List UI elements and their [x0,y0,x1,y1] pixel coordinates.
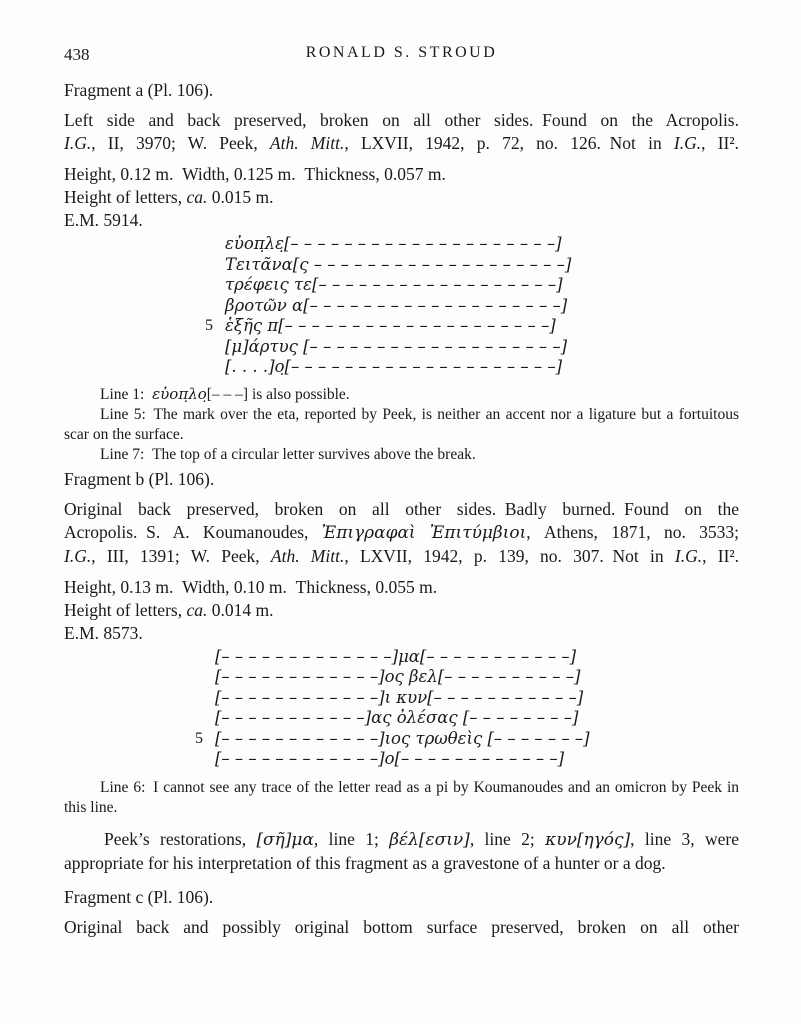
line-number: 5 [205,317,213,334]
inscription-fragment-b [181,647,739,770]
text-segment: , line 3, were appropriate for his interpretation of this fragment as a gravestone of a hunter or a dog. [64,828,739,873]
inventory-number: E.M. 5914. [64,210,143,230]
italic-citation: I.G. [64,545,92,566]
fragment-b-description [64,498,739,568]
letter-height-line [64,599,739,622]
text-segment: , II². [701,133,740,153]
inscription-line [191,316,739,337]
text-segment: , LXVII, 1942, p. 72, no. 126. Not in [344,133,674,153]
inscription-line [181,647,739,668]
text-segment: Original back and possibly original bottom surface preserved, broken on all other [64,916,739,937]
line-number [181,667,215,688]
inscription-line [191,296,739,317]
greek-restoration: βέλ[εσιν] [389,829,470,850]
fragment-a-heading: Fragment a (Pl. 106). [64,80,214,100]
note-line-7: Line 7: The top of a circular letter survives above the break. [100,445,476,463]
text-segment: , III, 1391; W. Peek, [91,545,271,566]
note-line-1 [64,384,739,405]
inscription-line [191,275,739,296]
inscription-text: [– – – – – – – – – – – –]ι κυν[– – – – – – – – – – –] [215,687,584,707]
italic-citation: I.G. [64,133,92,153]
inscription-text: βροτῶν α[– – – – – – – – – – – – – – – – – – –] [225,295,568,315]
inscription-text: ἑξῆς π[– – – – – – – – – – – – – – – – – – – –] [225,316,556,335]
line-number [181,647,215,668]
inscription-text: [– – – – – – – – – – – –]ο[– – – – – – – – – – – –] [215,749,565,768]
italic-citation: Ath. Mitt. [269,133,345,153]
text-segment: [– – –] is also possible. [206,385,350,403]
text-segment: , Athens, 1871, no. 3533; [526,521,739,542]
greek-reading: εὐοπ̣λο̣ [152,384,207,403]
fragment-b-measurements [64,576,739,645]
inscription-line [191,337,739,358]
dimensions-line: Height, 0.13 m. Width, 0.10 m. Thickness, 0.055 m. [64,576,438,597]
text-segment: , LXVII, 1942, p. 139, no. 307. Not in [344,545,675,566]
inscription-line [181,749,739,770]
inscription-line [191,357,739,378]
italic-abbreviation: ca. [186,599,208,620]
restorations-paragraph [64,828,739,875]
italic-citation: I.G. [673,133,702,153]
letter-height-line [64,186,739,209]
line-number [181,688,215,709]
line-number [181,749,215,770]
greek-title: Ἐπιγραφαὶ Ἐπιτύμβιοι [321,522,527,543]
note-line-5: Line 5: The mark over the eta, reported by Peek, is neither an accent nor a ligature but a fortuitous scar on the surface. [64,405,739,443]
fragment-b-heading: Fragment b (Pl. 106). [64,468,215,489]
text-segment: Left side and back preserved, broken on all other sides. Found on the Acropolis. [64,110,739,130]
page-number: 438 [64,45,90,64]
text-segment: Line 1: [100,385,153,403]
italic-citation: Ath. Mitt. [270,545,345,566]
italic-abbreviation: ca. [186,187,208,207]
page-header [64,44,739,68]
line-number [191,234,225,255]
inscription-line [181,667,739,688]
running-head: RONALD S. STROUD [305,44,498,61]
line-number [191,337,225,358]
text-segment: Original back preserved, broken on all other sides. Badly burned. Found on the [64,498,739,519]
text-segment: , line 1; [313,828,390,849]
text-segment: 0.014 m. [207,599,274,620]
line-number: 5 [195,729,203,747]
inscription-text: [. . . .]ο̣[– – – – – – – – – – – – – – – – – – – –] [225,357,563,376]
inscription-text: [– – – – – – – – – – –]ας ὀλέσας [– – – – – – – –] [215,708,579,727]
inscription-line [191,255,739,276]
inscription-line [181,729,739,750]
inscription-line [191,234,739,255]
inscription-text: τρέφεις τε[– – – – – – – – – – – – – – – – – –] [225,275,563,294]
text-segment: , line 2; [469,828,546,849]
fragment-a-measurements [64,163,739,232]
text-segment: , II². [702,545,740,566]
note-line-6: Line 6: I cannot see any trace of the letter read as a pi by Koumanoudes and an omicron by Peek in this line. [64,778,739,816]
text-segment: Peek’s restorations, [104,828,257,849]
inscription-text: εὐοπ̣λε̣[– – – – – – – – – – – – – – – – – – – –] [225,234,562,253]
inscription-text: [– – – – – – – – – – – –]ιος τρωθεὶς [– – – – – – –] [215,728,590,748]
italic-citation: I.G. [674,545,703,566]
fragment-c-description [64,916,739,939]
fragment-a-description [64,109,739,155]
dimensions-line: Height, 0.12 m. Width, 0.125 m. Thickness, 0.057 m. [64,164,446,184]
inscription-text: [μ]άρτυς [– – – – – – – – – – – – – – – – – – –] [225,336,568,356]
text-segment: 0.015 m. [207,187,274,207]
inscription-text: [– – – – – – – – – – – – –]μα[– – – – – – – – – – –] [215,646,577,666]
line-number [191,296,225,317]
greek-restoration: [σῆ]μα [256,829,314,850]
inscription-line [181,688,739,709]
inscription-fragment-a [191,234,739,378]
fragment-c-heading: Fragment c (Pl. 106). [64,886,214,907]
text-segment: Height of letters, [64,599,187,620]
text-segment: Height of letters, [64,187,187,207]
line-number [191,275,225,296]
inscription-text: Τειτᾶνα[ς – – – – – – – – – – – – – – – – – – –] [225,254,572,274]
text-segment: , II, 3970; W. Peek, [91,133,270,153]
fragment-a-notes [64,384,739,465]
text-segment: Acropolis. S. A. Koumanoudes, [64,521,322,542]
line-number [191,255,225,276]
greek-restoration: κυν[ηγός] [545,829,631,850]
line-number [181,708,215,729]
inventory-number: E.M. 8573. [64,622,143,643]
inscription-line [181,708,739,729]
line-number [191,357,225,378]
inscription-text: [– – – – – – – – – – – –]ος βελ[– – – – – – – – – –] [215,667,581,686]
